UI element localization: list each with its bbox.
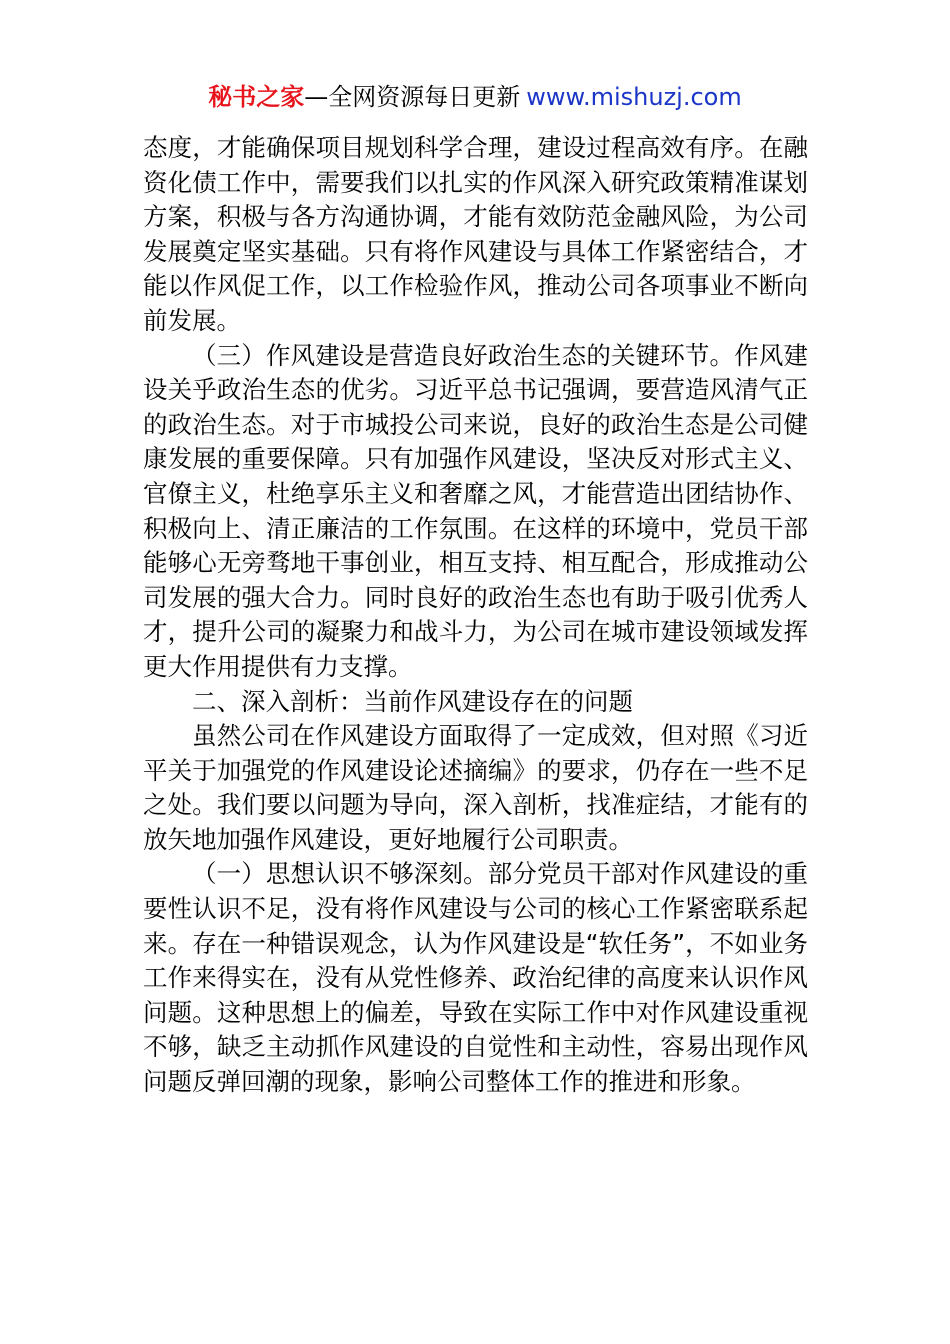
paragraph-section-3: （三）作风建设是营造良好政治生态的关键环节。作风建设关乎政治生态的优劣。习近平总书记强调，要营造风清气正的政治生态。对于市城投公司来说，良好的政治生态是公司健康发展的重要保障。只有加强作风建设，坚决反对形式主义、官僚主义，杜绝享乐主义和奢靡之风，才能营造出团结协作、积极向上、清正廉洁的工作氛围。在这样的环境中，党员干部能够心无旁骛地干事创业，相互支持、相互配合，形成推动公司发展的强大合力。同时良好的政治生态也有助于吸引优秀人才，提升公司的凝聚力和战斗力，为公司在城市建设领域发挥更大作用提供有力支撑。: [143, 340, 808, 681]
section-heading-2: 二、深入剖析：当前作风建设存在的问题: [192, 686, 633, 716]
paragraph-subsection-1: （一）思想认识不够深刻。部分党员干部对作风建设的重要性认识不足，没有将作风建设与公司的核心工作紧密联系起来。存在一种错误观念，认为作风建设是“软任务”，不如业务工作来得实在，没有从党性修养、政治纪律的高度来认识作风问题。这种思想上的偏差，导致在实际工作中对作风建设重视不够，缺乏主动抓作风建设的自觉性和主动性，容易出现作风问题反弹回潮的现象，影响公司整体工作的推进和形象。: [143, 859, 808, 1097]
paragraph-continued: 态度，才能确保项目规划科学合理，建设过程高效有序。在融资化债工作中，需要我们以扎实的作风深入研究政策精准谋划方案，积极与各方沟通协调，才能有效防范金融风险，为公司发展奠定坚实基础。只有将作风建设与具体工作紧密结合，才能以作风促工作，以工作检验作风，推动公司各项事业不断向前发展。: [143, 133, 808, 335]
site-header: [0, 80, 950, 114]
paragraph-intro-2: 虽然公司在作风建设方面取得了一定成效，但对照《习近平关于加强党的作风建设论述摘编》的要求，仍存在一些不足之处。我们要以问题为导向，深入剖析，找准症结，才能有的放矢地加强作风建设，更好地履行公司职责。: [143, 721, 808, 854]
document-body: [143, 131, 808, 1100]
site-url-link[interactable]: www.mishuzj.com: [526, 83, 742, 111]
header-dash: —: [304, 83, 329, 111]
site-slogan: 全网资源每日更新: [328, 83, 521, 111]
site-brand: 秘书之家: [208, 83, 305, 111]
